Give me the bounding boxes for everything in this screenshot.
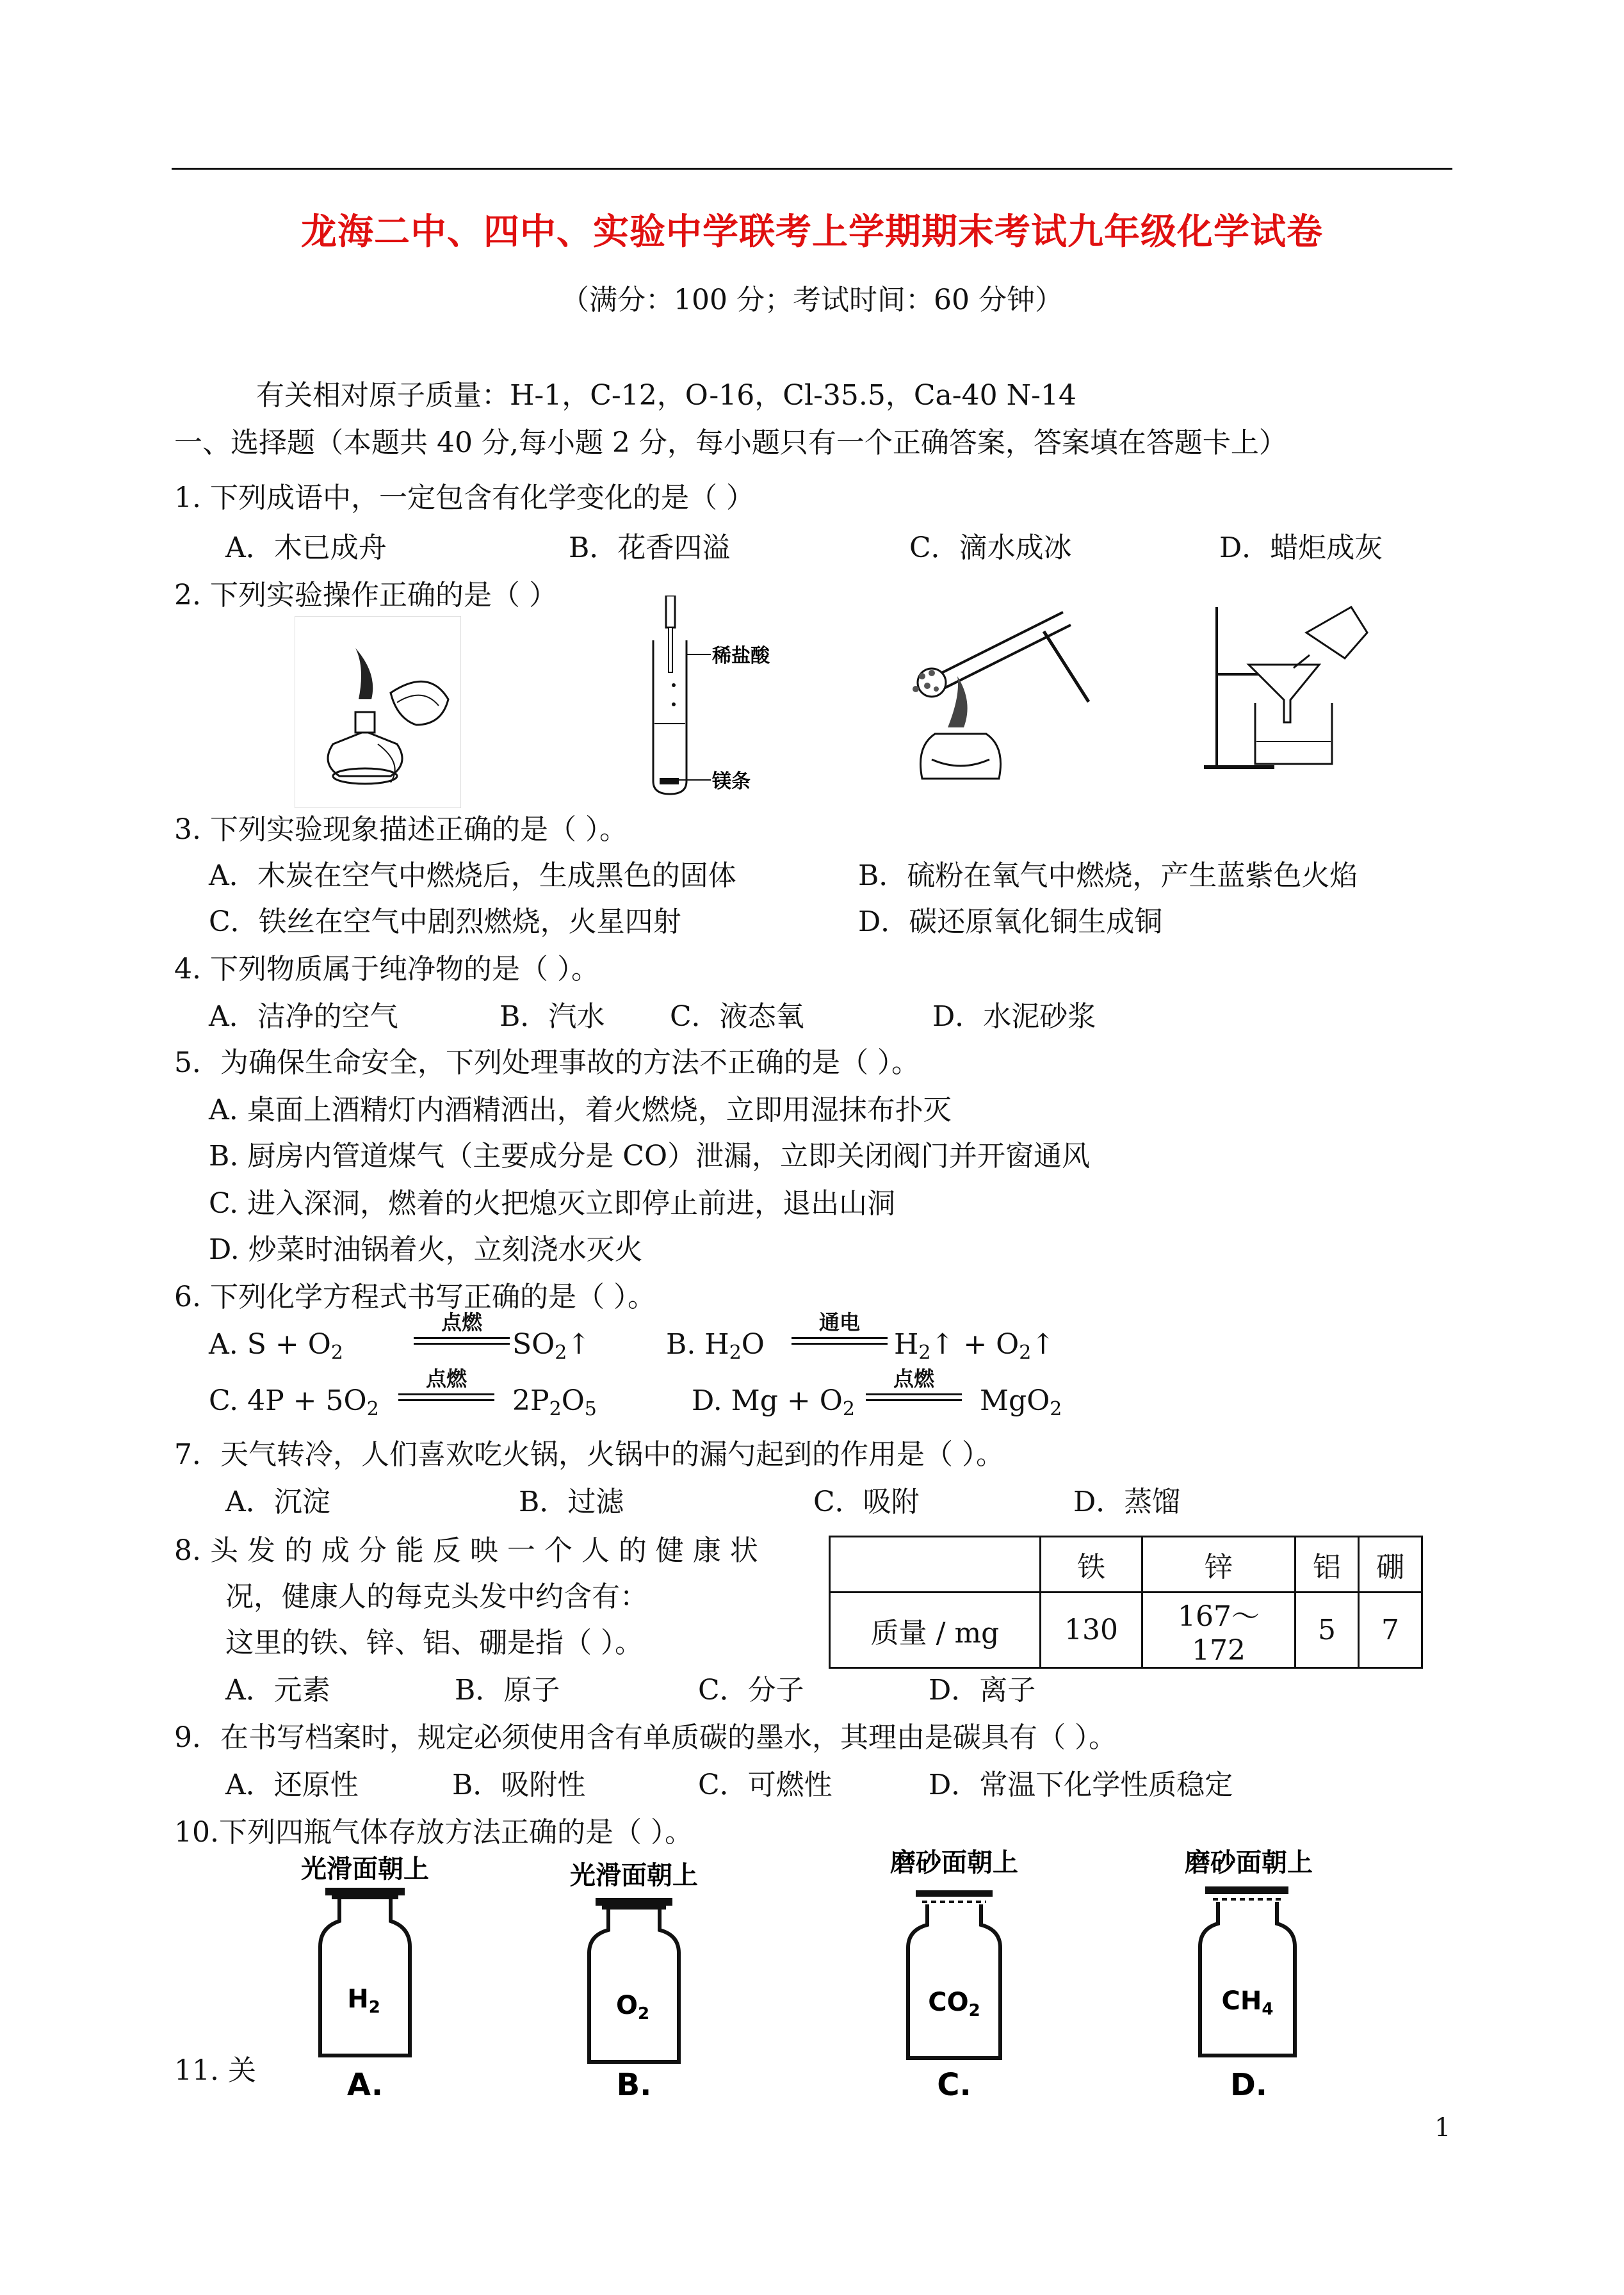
q3-option-b: B．硫粉在氧气中燃烧，产生蓝紫色火焰 bbox=[858, 859, 1358, 892]
table-cell: 130 bbox=[1041, 1593, 1142, 1668]
q5-option-c: C. 进入深洞，燃着的火把熄灭立即停止前进，退出山洞 bbox=[209, 1187, 896, 1220]
q6-b-condition: 通电 bbox=[792, 1306, 888, 1345]
q9-option-c: C．可燃性 bbox=[698, 1769, 832, 1801]
table-cell: 铝 bbox=[1295, 1537, 1359, 1593]
bottle-gas: $CH_4$ bbox=[1221, 1986, 1274, 2019]
top-rule bbox=[172, 168, 1452, 170]
bottle-letter: C. bbox=[937, 2067, 971, 2099]
q7-stem: 7．天气转冷，人们喜欢吃火锅，火锅中的漏勺起到的作用是（ ）。 bbox=[174, 1438, 1004, 1471]
q1-stem: 1. 下列成语中，一定包含有化学变化的是（ ） bbox=[174, 482, 754, 514]
q8-option-a: A．元素 bbox=[225, 1674, 330, 1707]
q3-option-d: D．碳还原氧化铜生成铜 bbox=[858, 905, 1163, 938]
bottle-gas: $H_2$ bbox=[347, 1984, 380, 2017]
q8-stem-line2: 况，健康人的每克头发中约含有： bbox=[225, 1580, 648, 1613]
q9-option-d: D．常温下化学性质稳定 bbox=[929, 1769, 1233, 1801]
q2-stem: 2. 下列实验操作正确的是（ ） bbox=[174, 579, 557, 612]
q9-option-b: B．吸附性 bbox=[452, 1769, 586, 1801]
bottle-label: 磨砂面朝上 bbox=[890, 1848, 1018, 1877]
bottle-label: 光滑面朝上 bbox=[570, 1861, 698, 1890]
q3-option-a: A．木炭在空气中燃烧后，生成黑色的固体 bbox=[209, 859, 736, 892]
q6-option-c-reactants: C. $4P + 5O_2$ bbox=[209, 1384, 379, 1420]
exam-subtitle: （满分：100 分；考试时间：60 分钟） bbox=[561, 284, 1063, 316]
q5-option-b: B. 厨房内管道煤气（主要成分是 CO）泄漏，立即关闭阀门并开窗通风 bbox=[209, 1140, 1091, 1172]
atomic-masses: 有关相对原子质量：H-1，C-12，O-16，Cl-35.5，Ca-40 N-14 bbox=[256, 379, 1076, 412]
gas-bottle-a bbox=[269, 1851, 461, 2100]
bottle-label: 磨砂面朝上 bbox=[1185, 1848, 1313, 1877]
gas-bottle-c bbox=[852, 1843, 1057, 2099]
q9-stem: 9．在书写档案时，规定必须使用含有单质碳的墨水，其理由是碳具有（ ）。 bbox=[174, 1721, 1117, 1754]
q11-stem: 11. 关 bbox=[174, 2054, 256, 2087]
q6-stem: 6. 下列化学方程式书写正确的是（ ）。 bbox=[174, 1281, 656, 1313]
q1-option-a: A．木已成舟 bbox=[225, 531, 387, 564]
q8-stem-line1: 8. 头 发 的 成 分 能 反 映 一 个 人 的 健 康 状 bbox=[174, 1534, 758, 1567]
page-number: 1 bbox=[1434, 2113, 1451, 2143]
q4-stem: 4. 下列物质属于纯净物的是（ ）。 bbox=[174, 953, 599, 985]
q6-option-a-reactants: A. $S + O_2$ bbox=[209, 1328, 343, 1364]
table-cell: 167～172 bbox=[1142, 1593, 1295, 1668]
bottle-label: 光滑面朝上 bbox=[301, 1854, 429, 1884]
table-cell: 硼 bbox=[1359, 1537, 1422, 1593]
table-cell bbox=[830, 1537, 1041, 1593]
q1-option-b: B．花香四溢 bbox=[569, 531, 731, 564]
q3-stem: 3. 下列实验现象描述正确的是（ ）。 bbox=[174, 813, 628, 846]
heating-test-tube-figure bbox=[897, 593, 1101, 791]
q1-option-d: D．蜡炬成灰 bbox=[1219, 531, 1383, 564]
exam-title: 龙海二中、四中、实验中学联考上学期期末考试九年级化学试卷 bbox=[301, 211, 1323, 253]
q7-option-c: C．吸附 bbox=[813, 1486, 920, 1518]
q7-option-a: A．沉淀 bbox=[225, 1486, 330, 1518]
q6-a-condition: 点燃 bbox=[414, 1306, 510, 1345]
q6-c-condition: 点燃 bbox=[398, 1363, 494, 1401]
bottle-letter: A. bbox=[346, 2067, 384, 2100]
q1-option-c: C．滴水成冰 bbox=[909, 531, 1072, 564]
gas-bottle-d bbox=[1146, 1843, 1351, 2099]
q4-option-b: B．汽水 bbox=[499, 1000, 605, 1033]
table-header-row bbox=[830, 1537, 1422, 1593]
hair-element-table bbox=[829, 1536, 1423, 1669]
gas-bottle-b bbox=[538, 1851, 730, 2100]
bottle-gas: $O_2$ bbox=[615, 1991, 650, 2023]
q6-option-d-product: MgO$_2$ bbox=[980, 1384, 1062, 1420]
q6-option-b-products: $H_2↑$ + $O_2↑$ bbox=[894, 1328, 1055, 1364]
q4-option-a: A．洁净的空气 bbox=[209, 1000, 398, 1033]
label-dilute-hcl: 稀盐酸 bbox=[712, 645, 770, 667]
q10-stem: 10.下列四瓶气体存放方法正确的是（ ）。 bbox=[174, 1816, 693, 1849]
bottle-gas: $CO_2$ bbox=[928, 1988, 980, 2020]
table-cell: 锌 bbox=[1142, 1537, 1295, 1593]
q8-option-d: D．离子 bbox=[929, 1674, 1036, 1707]
q8-option-c: C．分子 bbox=[698, 1674, 804, 1707]
q6-option-b-reactant: B. $H_2O$ bbox=[666, 1328, 765, 1364]
q4-option-d: D．水泥砂浆 bbox=[932, 1000, 1096, 1033]
q6-option-a-product: $SO_2↑$ bbox=[512, 1328, 591, 1364]
q5-option-d: D. 炒菜时油锅着火，立刻浇水灭火 bbox=[209, 1233, 643, 1266]
q8-stem-line3: 这里的铁、锌、铝、硼是指（ ）。 bbox=[225, 1626, 643, 1659]
section-heading: 一、选择题（本题共 40 分,每小题 2 分，每小题只有一个正确答案，答案填在答题卡上） bbox=[174, 426, 1287, 459]
q3-option-c: C．铁丝在空气中剧烈燃烧，火星四射 bbox=[209, 905, 681, 938]
table-cell: 铁 bbox=[1041, 1537, 1142, 1593]
table-cell: 质量 / mg bbox=[830, 1593, 1041, 1668]
test-tube-figure bbox=[615, 596, 794, 800]
q5-option-a: A. 桌面上酒精灯内酒精洒出，着火燃烧，立即用湿抹布扑灭 bbox=[209, 1094, 952, 1126]
q5-stem: 5．为确保生命安全，下列处理事故的方法不正确的是（ ）。 bbox=[174, 1046, 920, 1079]
table-row bbox=[830, 1593, 1422, 1668]
q7-option-b: B．过滤 bbox=[519, 1486, 624, 1518]
q6-option-d-reactants: D. $Mg + O_2$ bbox=[692, 1384, 855, 1420]
alcohol-lamp-figure bbox=[295, 616, 461, 808]
table-cell: 5 bbox=[1295, 1593, 1359, 1668]
table-cell: 7 bbox=[1359, 1593, 1422, 1668]
q9-option-a: A．还原性 bbox=[225, 1769, 359, 1801]
q6-option-c-product: $2P_2O_5$ bbox=[512, 1384, 597, 1420]
q7-option-d: D．蒸馏 bbox=[1073, 1486, 1181, 1518]
bottle-letter: D. bbox=[1230, 2067, 1268, 2099]
q8-option-b: B．原子 bbox=[455, 1674, 560, 1707]
q6-d-condition: 点燃 bbox=[866, 1363, 962, 1401]
filtration-figure bbox=[1198, 594, 1370, 774]
q4-option-c: C．液态氧 bbox=[670, 1000, 804, 1033]
label-mg-strip: 镁条 bbox=[712, 770, 751, 793]
bottle-letter: B. bbox=[616, 2067, 652, 2100]
